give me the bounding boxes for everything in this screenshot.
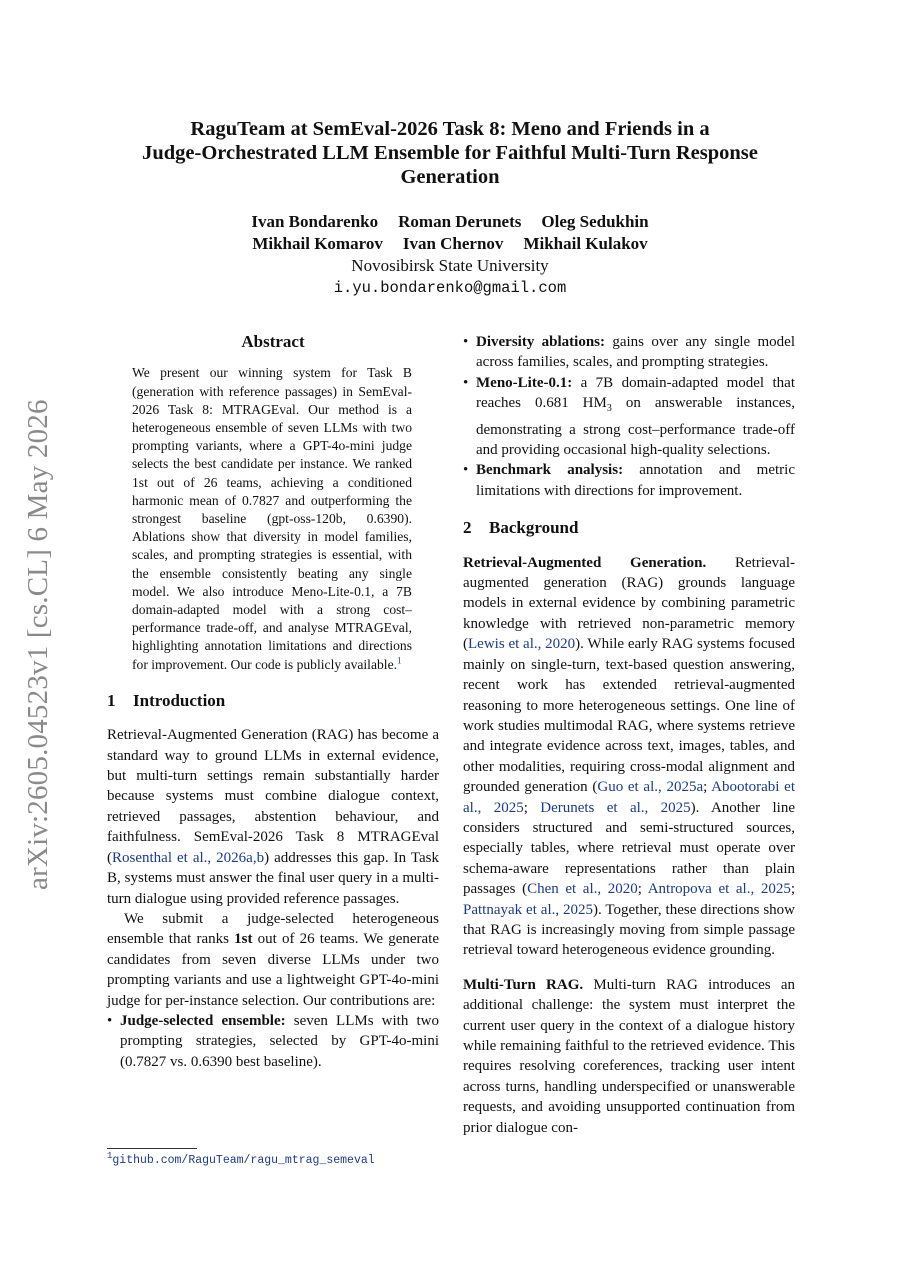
- text-run: Retrieval-augmented generation (RAG) grounds language models in external evidence by combining parametric knowledge with retrieved non-parametric memory (: [463, 554, 795, 653]
- paragraph-heading: Multi-Turn RAG.: [463, 976, 584, 993]
- contribution-list-continued: [463, 332, 795, 501]
- author-name: Mikhail Komarov: [252, 234, 383, 253]
- title-line: Generation: [400, 166, 500, 188]
- author-block: [100, 211, 800, 299]
- text-run: Retrieval-Augmented Generation (RAG) has become a standard way to ground LLMs in external evidence, but multi-turn settings remain substantially harder because systems must combine dialogue context, retrieved passages, abstention behaviour, and faithfulness. SemEval-2026 Task 8 MTRAGEval (: [107, 727, 439, 866]
- title-line: RaguTeam at SemEval-2026 Task 8: Meno and Friends in a: [190, 118, 710, 140]
- text-run: out of 26 teams. We generate candidates from seven diverse LLMs under two prompting variants and use a lightweight GPT-4o-mini judge for per-instance selection. Our contributions are:: [107, 931, 439, 1009]
- bullet-text: seven LLMs with two prompting strategies, selected by GPT-4o-mini (0.7827 vs. 0.6390 best baseline).: [120, 1012, 439, 1070]
- citation-link[interactable]: Guo et al., 2025a: [597, 779, 704, 796]
- author-name: Oleg Sedukhin: [541, 212, 649, 231]
- citation-link[interactable]: Derunets et al., 2025: [540, 799, 691, 816]
- abstract-text: We present our winning system for Task B (generation with reference passages) in SemEval-2026 Task 8: MTRAGEval. Our method is a heterogeneous ensemble of seven LLMs with two prompting variants, where a GPT-4o-mini judge selects the best candidate per instance. We ranked 1st out of 26 teams, achieving a conditioned harmonic mean of 0.7827 and outperforming the strongest baseline (gpt-oss-120b, 0.6390). Ablations show that diversity in model families, scales, and prompting strategies is essential, with the ensemble consistently beating any single model. We also introduce Meno-Lite-0.1, a 7B domain-adapted model with a strong cost–performance trade-off, and analyse MTRAGEval, highlighting annotation limitations and directions for improvement. Our code is publicly available.: [132, 365, 412, 672]
- footnote: [107, 1148, 439, 1167]
- arxiv-identifier: arXiv:2605.04523v1 [cs.CL] 6 May 2026: [22, 399, 54, 890]
- author-name: Roman Derunets: [398, 212, 522, 231]
- citation-link[interactable]: Antropova et al., 2025: [647, 881, 791, 898]
- text-run: ). Together, these directions show that RAG is increasingly moving from simple passage retrieval toward heterogeneous evidence grounding.: [463, 901, 795, 959]
- text-run: Multi-turn RAG introduces an additional challenge: the system must interpret the current user query in the context of a dialogue history while remaining faithful to the retrieved evidence. This requires resolving coreferences, tracking user intent across turns, handling underspecified or unanswerable requests, and avoiding unsupported continuation from prior dialogue con-: [463, 976, 795, 1136]
- contribution-list: [107, 1011, 439, 1072]
- footnote-number: 1: [107, 1151, 113, 1162]
- author-name: Ivan Chernov: [402, 234, 504, 253]
- text-run: We submit a judge-selected heterogeneous ensemble that ranks: [107, 910, 439, 948]
- section-title: Introduction: [133, 690, 226, 710]
- left-column: [107, 332, 439, 1072]
- text-run: ). While early RAG systems focused mainly on single-turn, text-based question answering, recent work has extended retrieval-augmented reasoning to more heterogeneous settings. One line of work studies multimodal RAG, where systems retrieve and integrate evidence across text, images, tables, and other modalities, requiring cross-modal alignment and grounded generation (: [463, 636, 795, 796]
- background-paragraph: [463, 975, 795, 1138]
- section-number: 1: [107, 690, 116, 710]
- section-heading-background: [463, 518, 795, 538]
- intro-paragraph: [107, 725, 439, 909]
- bullet-text: on answerable instances, demonstrating a strong cost–performance trade-off and providing occasional high-quality selections.: [476, 395, 795, 459]
- subscript: 3: [606, 403, 612, 415]
- title-line: Judge-Orchestrated LLM Ensemble for Faithful Multi-Turn Response: [142, 142, 758, 164]
- bullet-head: Judge-selected ensemble:: [120, 1012, 286, 1029]
- citation-link[interactable]: Lewis et al., 2020: [468, 636, 576, 653]
- author-row: [100, 211, 800, 233]
- citation-link[interactable]: Pattnayak et al., 2025: [463, 901, 594, 918]
- section-heading-introduction: [107, 691, 439, 711]
- author-name: Mikhail Kulakov: [523, 234, 648, 253]
- section-title: Background: [489, 518, 579, 538]
- abstract-heading: Abstract: [241, 332, 305, 351]
- intro-paragraph: [107, 909, 439, 1011]
- bullet-head: Benchmark analysis:: [476, 462, 624, 479]
- background-paragraph: Retrieval-Augmented Generation. Retrieval-augmented generation (RAG) grounds language models in external evidence by combining parametric knowledge with retrieved non-parametric memory (Lewis et al., 2020). While early RAG systems focused mainly on single-turn, text-based question answering, recent work has extended retrieval-augmented reasoning to more heterogeneous settings. One line of work studies multimodal RAG, where systems retrieve and integrate evidence across text, images, tables, and other modalities, requiring cross-modal alignment and grounded generation (Guo et al., 2025a; Abootorabi et al., 2025; Derunets et al., 2025). Another line considers structured and semi-structured sources, especially tables, where retrieval must operate over schema-aware representations rather than plain passages (Chen et al., 2020; Antropova et al., 2025; Pattnayak et al., 2025). Together, these directions show that RAG is increasingly moving from simple passage retrieval toward heterogeneous evidence grounding.: [463, 554, 796, 959]
- paper-title: [100, 117, 800, 189]
- author-email[interactable]: i.yu.bondarenko@gmail.com: [333, 279, 567, 297]
- author-row: [100, 233, 800, 255]
- paragraph-heading: Retrieval-Augmented Generation.: [463, 554, 707, 571]
- section-number: 2: [463, 518, 472, 538]
- bullet-text: annotation and metric limitations with directions for improvement.: [476, 462, 795, 499]
- right-column: [463, 332, 795, 1138]
- bullet-head: Meno-Lite-0.1:: [476, 374, 573, 391]
- citation-link[interactable]: Abootorabi et al., 2025: [463, 779, 796, 816]
- bullet-text: a 7B domain-adapted model that reaches 0.681 HM: [476, 374, 795, 412]
- footnote-marker[interactable]: 1: [397, 655, 402, 666]
- author-name: Ivan Bondarenko: [251, 212, 379, 231]
- abstract-body: [132, 364, 412, 673]
- affiliation: Novosibirsk State University: [351, 256, 549, 275]
- citation-link[interactable]: Rosenthal et al., 2026a,b: [112, 849, 265, 866]
- bullet-text: gains over any single model across families, scales, and prompting strategies.: [476, 334, 796, 371]
- bold-text: 1st: [234, 931, 253, 948]
- footnote-url[interactable]: github.com/RaguTeam/ragu_mtrag_semeval: [112, 1154, 375, 1167]
- list-item: [107, 1011, 439, 1072]
- text-run: ) addresses this gap. In Task B, systems must answer the final user query in a multi-turn dialogue using provided reference passages.: [107, 849, 439, 907]
- text-run: ). Another line considers structured and semi-structured sources, especially tables, where retrieval must operate over schema-aware representations rather than plain passages (: [463, 799, 795, 898]
- list-item: [463, 460, 795, 501]
- citation-link[interactable]: Chen et al., 2020: [527, 881, 638, 898]
- list-item: [463, 373, 795, 461]
- list-item: [463, 332, 795, 373]
- bullet-head: Diversity ablations:: [476, 334, 606, 350]
- footnote-link[interactable]: [107, 1151, 439, 1167]
- footnote-rule: [107, 1148, 197, 1149]
